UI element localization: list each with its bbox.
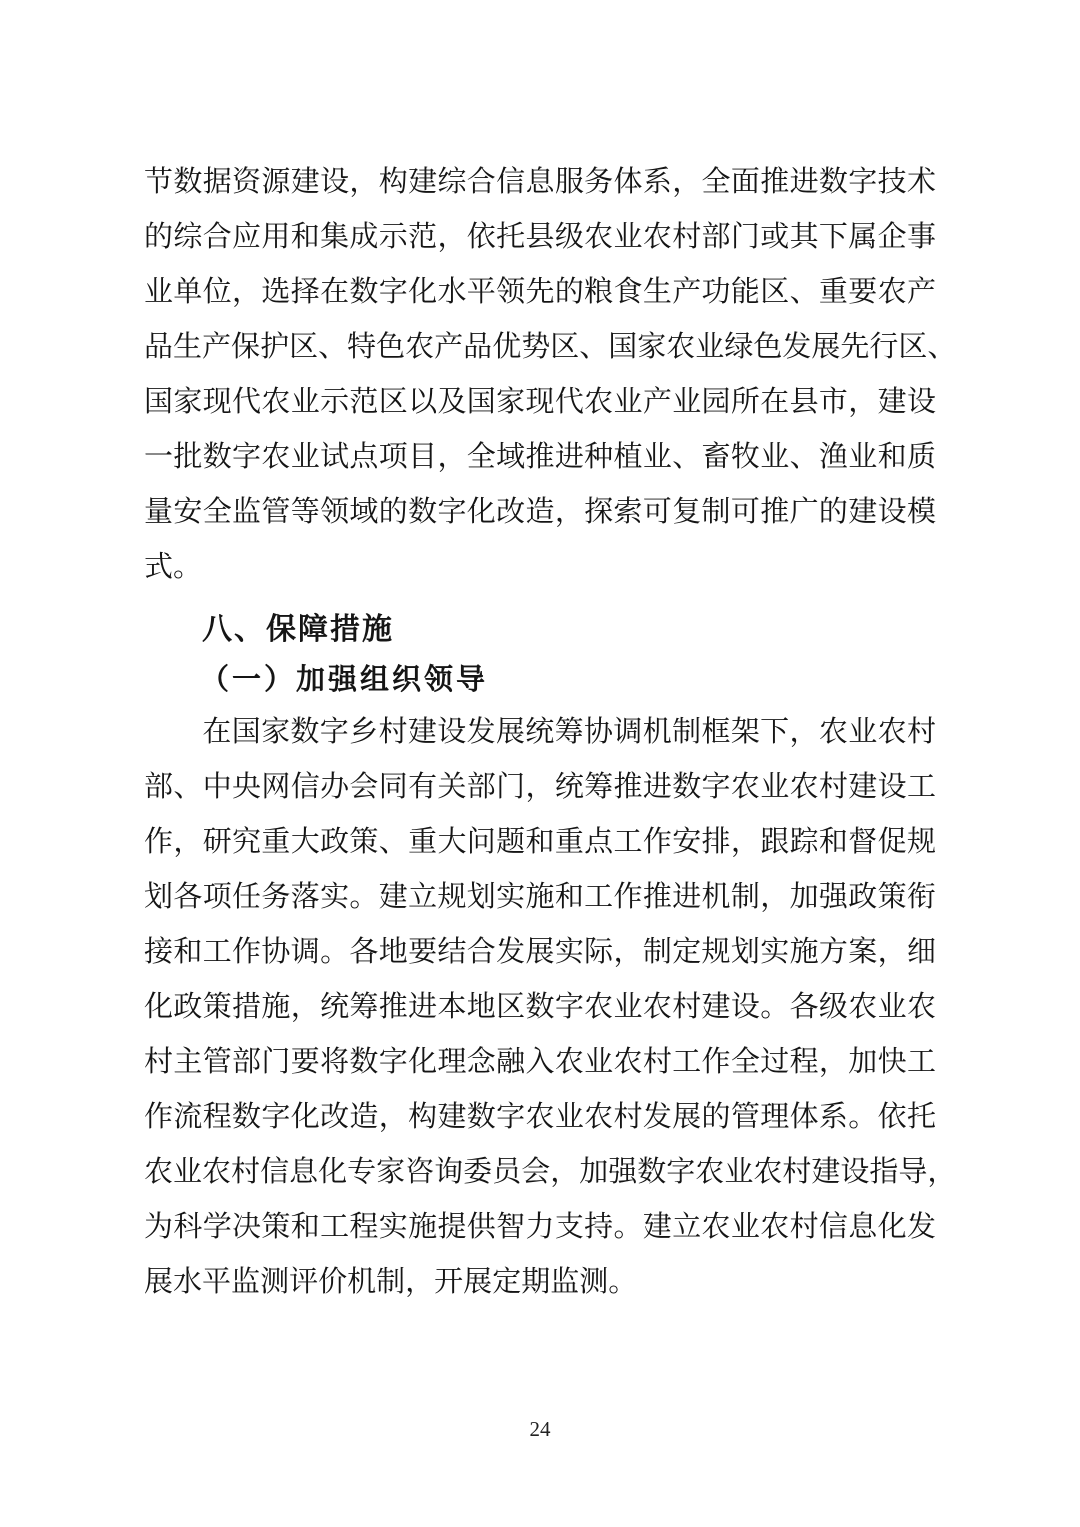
text-line: 作 流 程 数 字 化 改 造 ， 构 建 数 字 农 业 农 村 发 展 的 管 理 体 系 。 依 托 (144, 1101, 936, 1133)
text-line: 一 批 数 字 农 业 试 点 项 目 ， 全 域 推 进 种 植 业 、 畜 牧 业 、 渔 业 和 质 (144, 441, 936, 473)
paragraph-body (144, 705, 957, 1310)
text-line: 划 各 项 任 务 落 实 。 建 立 规 划 实 施 和 工 作 推 进 机 制 ， 加 强 政 策 衔 (144, 881, 936, 913)
text-line: 作 ， 研 究 重 大 政 策 、 重 大 问 题 和 重 点 工 作 安 排 ， 跟 踪 和 督 促 规 (144, 826, 936, 858)
subsection-heading: （一）加强组织领导 (200, 664, 489, 696)
page-number: 24 (529, 1417, 551, 1441)
page-content (144, 155, 957, 1310)
text-line: 业 单 位 ， 选 择 在 数 字 化 水 平 领 先 的 粮 食 生 产 功 能 区 、 重 要 农 产 (144, 276, 936, 308)
paragraph-continuation (144, 155, 957, 595)
text-line: 的 综 合 应 用 和 集 成 示 范 ， 依 托 县 级 农 业 农 村 部 门 或 其 下 属 企 事 (144, 221, 936, 253)
text-line: 展 水 平 监 测 评 价 机 制 ， 开 展 定 期 监 测 。 (144, 1266, 638, 1298)
text-line: 接 和 工 作 协 调 。 各 地 要 结 合 发 展 实 际 ， 制 定 规 划 实 施 方 案 ， 细 (144, 936, 936, 968)
text-line: 品 生 产 保 护 区 、 特 色 农 产 品 优 势 区 、 国 家 农 业 绿 色 发 展 先 行 区 、 (144, 331, 957, 363)
text-line: 为 科 学 决 策 和 工 程 实 施 提 供 智 力 支 持 。 建 立 农 业 农 村 信 息 化 发 (144, 1211, 936, 1243)
text-line: 节 数 据 资 源 建 设 ， 构 建 综 合 信 息 服 务 体 系 ， 全 面 推 进 数 字 技 术 (144, 166, 936, 198)
section-heading: 八、保障措施 (202, 613, 394, 646)
text-line: 国 家 现 代 农 业 示 范 区 以 及 国 家 现 代 农 业 产 业 园 所 在 县 市 ， 建 设 (144, 386, 936, 418)
text-line: 在 国 家 数 字 乡 村 建 设 发 展 统 筹 协 调 机 制 框 架 下 ， 农 业 农 村 (202, 716, 936, 748)
text-line: 村 主 管 部 门 要 将 数 字 化 理 念 融 入 农 业 农 村 工 作 全 过 程 ， 加 快 工 (144, 1046, 936, 1078)
text-line: 量 安 全 监 管 等 领 域 的 数 字 化 改 造 ， 探 索 可 复 制 可 推 广 的 建 设 模 (144, 496, 936, 528)
text-line: 式 。 (144, 551, 203, 583)
text-line: 农 业 农 村 信 息 化 专 家 咨 询 委 员 会 ， 加 强 数 字 农 业 农 村 建 设 指 导 ， (144, 1156, 957, 1188)
text-line: 化 政 策 措 施 ， 统 筹 推 进 本 地 区 数 字 农 业 农 村 建 设 。 各 级 农 业 农 (144, 991, 936, 1023)
text-line: 部 、 中 央 网 信 办 会 同 有 关 部 门 ， 统 筹 推 进 数 字 农 业 农 村 建 设 工 (144, 771, 936, 803)
